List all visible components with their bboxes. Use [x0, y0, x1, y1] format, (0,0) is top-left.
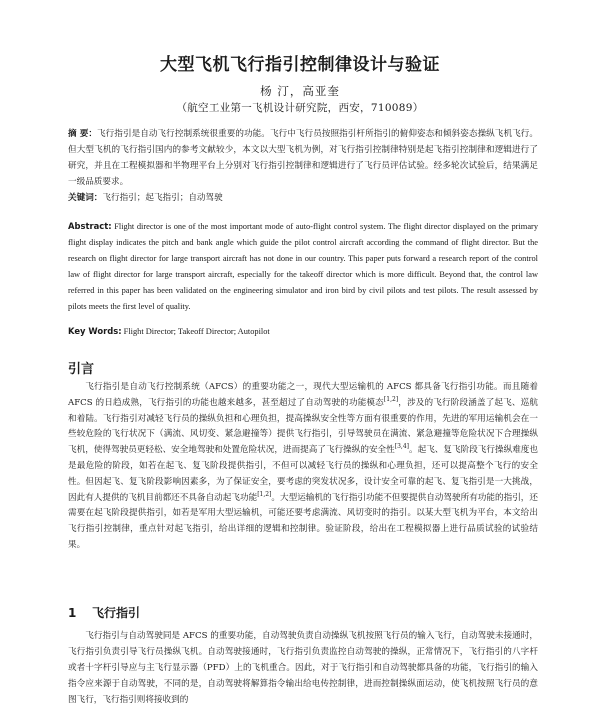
- intro-text-part: 。起飞、复飞阶段飞行操纵难度也是最危险的阶段，如若在起飞、复飞阶段提供指引，不但可以减轻飞行员的操纵和心理负担，还可以提高整个飞行的安全性。但因起飞、复飞阶段影响因素多，为了保证安全，要考虑的突发状况多，设计安全可靠的起飞、复飞指引是一大挑战，因此有人提供的飞机目前都还不具备自动起飞功能: [68, 445, 538, 503]
- section-title: 飞行指引: [92, 606, 141, 620]
- abstract-en-label: Abstract:: [68, 221, 112, 231]
- paper-affiliation: （航空工业第一飞机设计研究院，西安，710089）: [176, 102, 424, 114]
- abstract-cn-text: 飞行指引是自动飞行控制系统很重要的功能。飞行中飞行员按照指引杆所指引的俯仰姿态和倾斜姿态操纵飞机飞行。但大型飞机的飞行指引国内的参考文献较少，本文以大型飞机为例，对飞行指引控制律特别是起飞指引控制律和逻辑进行了研究，并且在工程模拟器和半物理平台上分别对飞行指引控制律和逻辑进行了飞行员评估试验。经多轮次试验后，结果满足一级品质要求。: [68, 129, 538, 187]
- citation: [3,4]: [394, 443, 409, 451]
- abstract-en-text: Flight director is one of the most important mode of auto-flight control system. The flight director displayed on the primary flight display indicates the pitch and bank angle which guide the pilot control aircraft according the command of flight director. But the research on flight director for large transport aircraft has not done in our country. This paper puts forward a research report of the control law of flight director for large transport aircraft, especially for the takeoff director which is more difficult. Beyond that, the control law referred in this paper has been validated on the engineering simulator and iron bird by civil pilots and test pilots. The result assessed by pilots meets the first level of quality.: [68, 222, 539, 311]
- keywords-en-text: Flight Director; Takeoff Director; Autopilot: [123, 327, 270, 336]
- intro-paragraph: [68, 380, 538, 554]
- intro-text-part: ，涉及的飞行阶段涵盖了起飞、巡航和着陆。飞行指引对减轻飞行员的操纵负担和心理负担，提高操纵安全性等方面有很重要的作用，先进的军用运输机会在一些较危险的飞行状况下（满流、风切变、紧急避撞等）提供飞行指引，引导驾驶员在满流、紧急避撞等危险状况下合理操纵飞机，使得驾驶员更轻松、安全地驾驶和处置危险状况，进而提高了飞行操纵的安全性: [68, 397, 538, 456]
- keywords-cn: [68, 190, 538, 206]
- section-heading-1: [68, 604, 140, 621]
- intro-text-part: 飞行指引是自动飞行控制系统（AFCS）的重要功能之一，现代大型运输机的 AFCS 都具备飞行指引功能。而且随着 AFCS 的日趋成熟，飞行指引的功能也越来越多，甚至超过了自动驾驶的功能模态: [68, 382, 538, 408]
- keywords-en-label: Key Words:: [68, 326, 122, 336]
- section-heading-intro: 引言: [68, 362, 95, 377]
- section1-paragraph: 飞行指引与自动驾驶同是 AFCS 的重要功能，自动驾驶负责自动操纵飞机按照飞行员的输入飞行，自动驾驶未接通时，飞行指引负责引导飞行员操纵飞机。自动驾驶接通时，飞行指引负责监控自动驾驶的操纵，正常情况下，飞行指引的八字杆或者十字杆引导应与主飞行显示器（PFD）上的飞机重合。因此，对于飞行指引和自动驾驶都具备的功能，飞行指引的输入指令应来源于自动驾驶，不同的是，自动驾驶将解算指令输出给电传控制律，进而控制操纵面运动，使飞机按照飞行员的意图飞行，飞行指引则将接收到的: [68, 631, 538, 705]
- abstract-cn-label: 摘 要：: [68, 129, 97, 139]
- keywords-cn-label: 关键词：: [68, 193, 103, 203]
- abstract-cn: [68, 126, 538, 190]
- intro-text-part: 。大型运输机的飞行指引功能不但要提供自动驾驶所有功能的指引，还需要在起飞阶段提供指引，如若是军用大型运输机，可能还要考虑满流、风切变时的指引。以某大型飞机为平台，本文给出飞行指引控制律，重点针对起飞指引，给出详细的逻辑和控制律。验证阶段，给出在工程模拟器上进行品质试验的试验结果。: [68, 492, 538, 550]
- keywords-cn-text: 飞行指引；起飞指引；自动驾驶: [102, 193, 223, 203]
- citation: [1,2]: [383, 395, 399, 403]
- keywords-en: [68, 323, 538, 340]
- section-number: 1: [68, 606, 77, 620]
- citation: [1,2]: [257, 490, 272, 498]
- paper-title: 大型飞机飞行指引控制律设计与验证: [160, 55, 440, 75]
- abstract-en: [68, 218, 538, 315]
- paper-authors: 杨 汀，高亚奎: [260, 84, 340, 98]
